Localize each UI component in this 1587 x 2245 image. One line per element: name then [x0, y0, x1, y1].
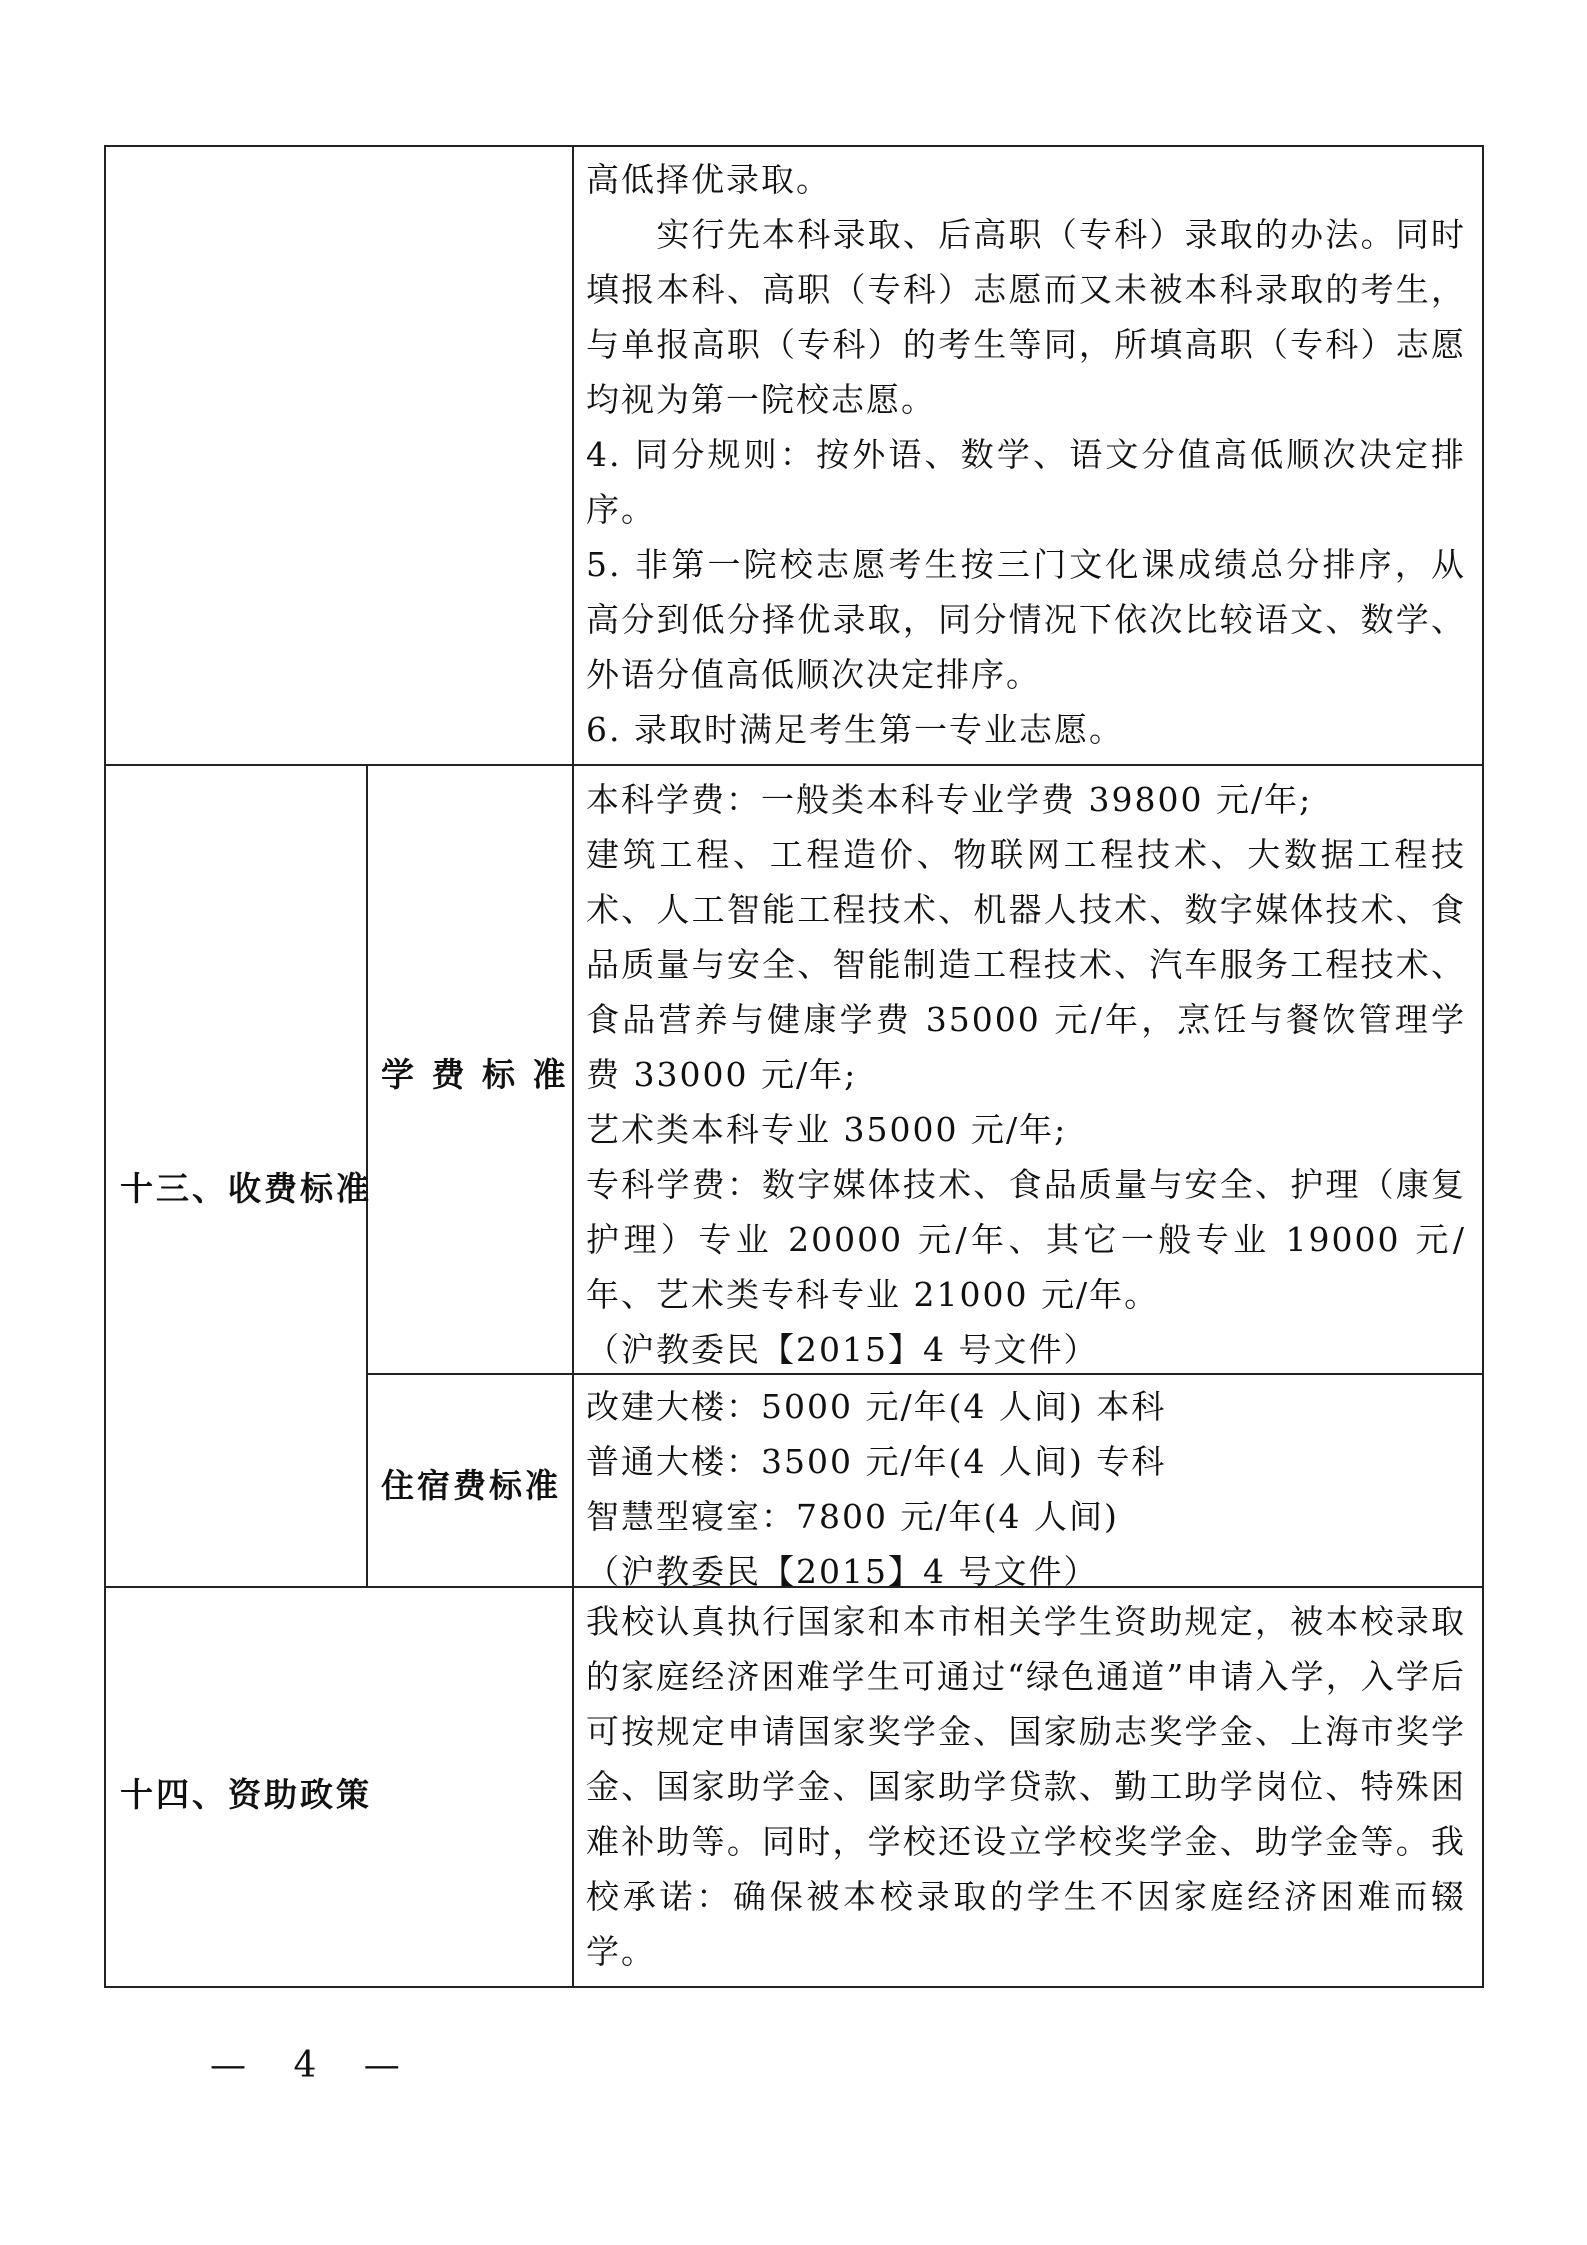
tuition-line: 建筑工程、工程造价、物联网工程技术、大数据工程技术、人工智能工程技术、机器人技术、数字媒体技术、食品质量与安全、智能制造工程技术、汽车服务工程技术、食品营养与健康学费 35000 元/年，烹饪与餐饮管理学费 33000 元/年; — [586, 835, 1466, 1094]
tuition-label: 学 费 标 准 — [381, 1055, 569, 1094]
column-divider-main — [572, 147, 574, 1988]
admission-rules-content — [586, 152, 1466, 757]
tuition-line: 专科学费：数字媒体技术、食品质量与安全、护理（康复护理）专业 20000 元/年、其它一般专业 19000 元/年、艺术类专科专业 21000 元/年。 — [586, 1165, 1466, 1314]
row-divider-fees — [106, 764, 1482, 766]
admission-line: 高低择优录取。 — [586, 160, 831, 199]
housing-line: 智慧型寝室：7800 元/年(4 人间) — [586, 1497, 1119, 1536]
admission-line: 5. 非第一院校志愿考生按三门文化课成绩总分排序，从高分到低分择优录取，同分情况下依次比较语文、数学、外语分值高低顺次决定排序。 — [586, 545, 1466, 694]
admission-line: 4. 同分规则：按外语、数学、语文分值高低顺次决定排序。 — [586, 435, 1466, 529]
tuition-line: （沪教委民【2015】4 号文件） — [586, 1330, 1099, 1369]
aid-section-label: 十四、资助政策 — [120, 1775, 372, 1814]
page-number: — 4 — — [210, 2045, 418, 2086]
admission-line: 6. 录取时满足考生第一专业志愿。 — [586, 710, 1124, 749]
tuition-line: 艺术类本科专业 35000 元/年; — [586, 1110, 1068, 1149]
admission-line: 实行先本科录取、后高职（专科）录取的办法。同时填报本科、高职（专科）志愿而又未被本科录取的考生，与单报高职（专科）的考生等同，所填高职（专科）志愿均视为第一院校志愿。 — [586, 215, 1466, 419]
tuition-content — [586, 772, 1466, 1377]
aid-content — [586, 1594, 1466, 1979]
policy-table — [104, 145, 1484, 1988]
housing-line: （沪教委民【2015】4 号文件） — [586, 1552, 1099, 1591]
housing-content — [586, 1379, 1466, 1599]
housing-line: 普通大楼：3500 元/年(4 人间) 专科 — [586, 1442, 1167, 1481]
tuition-line: 本科学费：一般类本科专业学费 39800 元/年; — [586, 780, 1313, 819]
housing-line: 改建大楼：5000 元/年(4 人间) 本科 — [586, 1387, 1167, 1426]
housing-label: 住宿费标准 — [381, 1466, 561, 1505]
aid-text: 我校认真执行国家和本市相关学生资助规定，被本校录取的家庭经济困难学生可通过“绿色通道”申请入学，入学后可按规定申请国家奖学金、国家励志奖学金、上海市奖学金、国家助学金、国家助学贷款、勤工助学岗位、特殊困难补助等。同时，学校还设立学校奖学金、助学金等。我校承诺：确保被本校录取的学生不因家庭经济困难而辍学。 — [586, 1602, 1466, 1971]
fees-section-label: 十三、收费标准 — [120, 1169, 372, 1208]
